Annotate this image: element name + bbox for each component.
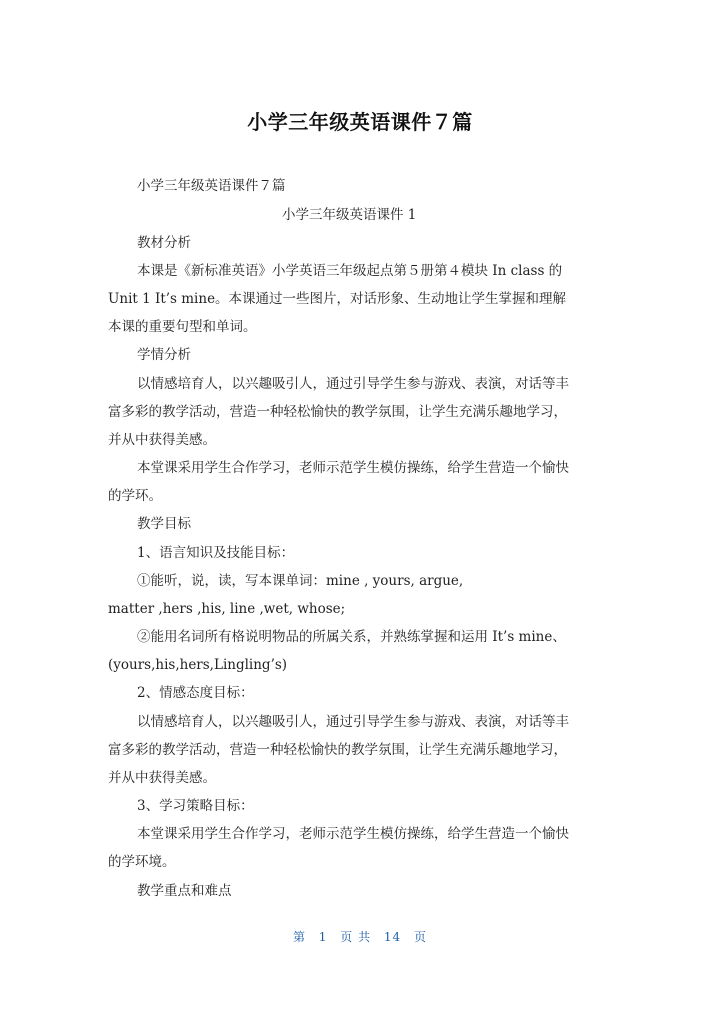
paragraph-line: 本堂课采用学生合作学习，老师示范学生模仿操练，给学生营造一个愉快: [137, 460, 569, 476]
list-item: 1、语言知识及技能目标：: [137, 545, 295, 561]
heading-teaching-goals: 教学目标: [137, 516, 191, 532]
page-footer: [0, 928, 720, 945]
paragraph-line: 并从中获得美感。: [108, 770, 216, 786]
heading-textbook-analysis: 教材分析: [137, 235, 191, 251]
footer-page-mid: 页 共: [340, 930, 372, 944]
paragraph-line: 并从中获得美感。: [108, 432, 216, 448]
document-title: 小学三年级英语课件７篇: [247, 110, 473, 134]
list-item: matter ,hers ,his, line ,wet, whose;: [108, 601, 346, 617]
list-item: 3、学习策略目标：: [137, 798, 254, 814]
footer-page-end: 页: [414, 930, 428, 944]
section-title-1: 小学三年级英语课件 1: [282, 207, 417, 223]
paragraph-line: 富多彩的教学活动，营造一种轻松愉快的教学氛围，让学生充满乐趣地学习，: [108, 404, 567, 420]
paragraph-line: 以情感培育人，以兴趣吸引人，通过引导学生参与游戏、表演，对话等丰: [137, 714, 569, 730]
list-item: ②能用名词所有格说明物品的所属关系，并熟练掌握和运用 It’s mine、: [137, 629, 566, 645]
paragraph-line: 本堂课采用学生合作学习，老师示范学生模仿操练，给学生营造一个愉快: [137, 826, 569, 842]
paragraph-line: 富多彩的教学活动，营造一种轻松愉快的教学氛围，让学生充满乐趣地学习，: [108, 742, 567, 758]
paragraph-line: 本课是《新标准英语》小学英语三年级起点第５册第４模块 In class 的: [137, 263, 563, 279]
heading-key-points: 教学重点和难点: [137, 883, 232, 899]
list-item: (yours,his,hers,Lingling’s): [108, 657, 288, 673]
list-item: 2、情感态度目标：: [137, 685, 254, 701]
subtitle-line: 小学三年级英语课件７篇: [137, 178, 286, 194]
list-item: ①能听，说，读，写本课单词：mine , yours, argue,: [137, 573, 464, 589]
paragraph-line: Unit 1 It’s mine。本课通过一些图片，对话形象、生动地让学生掌握和理解: [108, 291, 567, 307]
footer-page-word: 第: [292, 930, 306, 944]
footer-page-total: 14: [383, 930, 402, 944]
paragraph-line: 本课的重要句型和单词。: [108, 319, 257, 335]
paragraph-line: 的学环。: [108, 488, 162, 504]
heading-student-analysis: 学情分析: [137, 347, 191, 363]
footer-page-number: 1: [318, 930, 328, 944]
paragraph-line: 的学环境。: [108, 854, 176, 870]
paragraph-line: 以情感培育人，以兴趣吸引人，通过引导学生参与游戏、表演，对话等丰: [137, 376, 569, 392]
